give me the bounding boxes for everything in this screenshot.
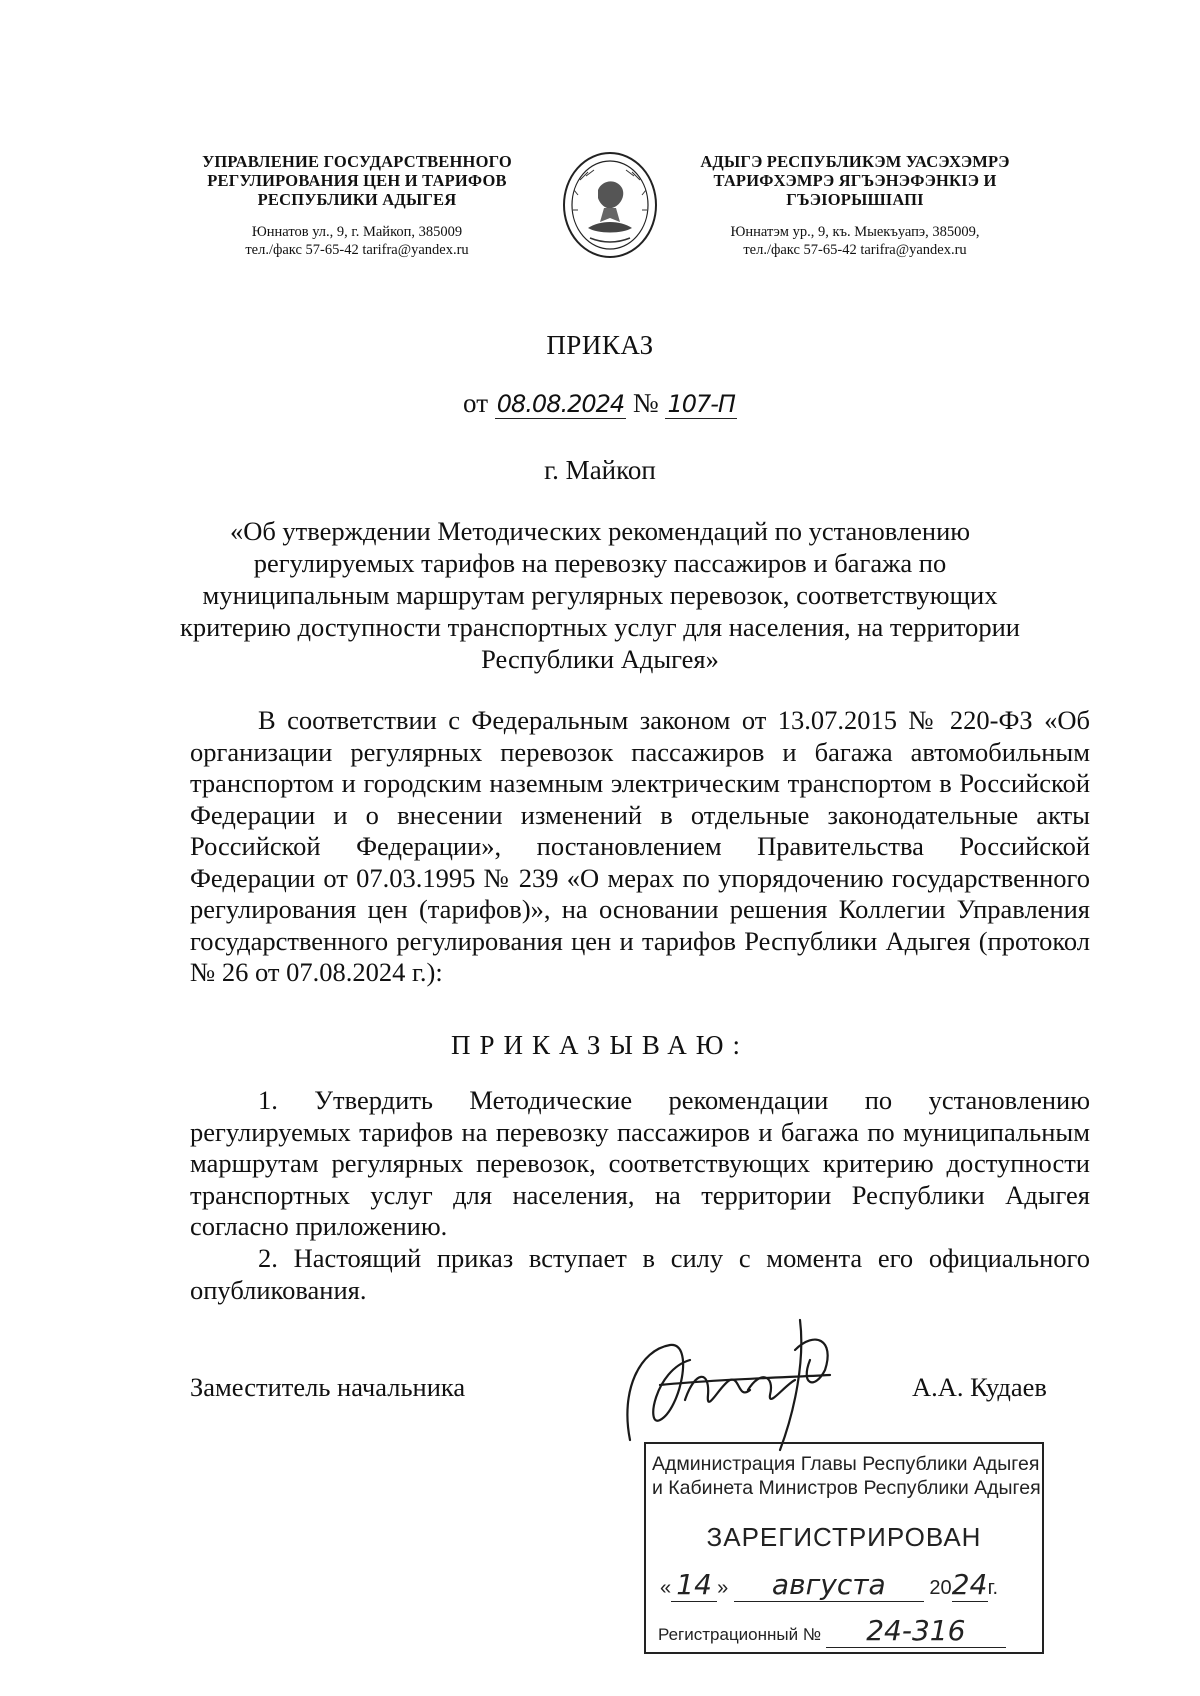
stamp-reg-number: Регистрационный № 24-316 [658, 1614, 1006, 1648]
header-right [680, 152, 1030, 259]
city: г. Майкоп [544, 455, 656, 485]
handwritten-signature-icon [600, 1290, 860, 1460]
signatory-position: Заместитель начальника [190, 1372, 466, 1402]
date-number-line: от 08.08.2024 № 107-П [463, 388, 735, 418]
stamp-year: 24 [951, 1568, 988, 1601]
order-item-2: 2. Настоящий приказ вступает в силу с момента его официального опубликования. [190, 1243, 1090, 1305]
left-org-address: Юннатов ул., 9, г. Майкоп, 385009 тел./факс 57-65-42 tarifra@yandex.ru [245, 224, 469, 258]
right-org-address: Юннатэм ур., 9, къ. Мыекъуапэ, 385009, тел./факс 57-65-42 tarifra@yandex.ru [730, 224, 980, 258]
right-org-name: АДЫГЭ РЕСПУБЛИКЭМ УАСЭХЭМРЭ ТАРИФХЭМРЭ ЯГЪЭНЭФЭНКIЭ И ГЪЭIОРЫШIАПI [700, 152, 1010, 209]
document-title: ПРИКАЗ [546, 330, 654, 360]
registration-stamp [644, 1442, 1044, 1654]
signatory-name: А.А. Кудаев [912, 1372, 1047, 1402]
stamp-line-2: и Кабинета Министров Республики Адыгея [652, 1477, 1041, 1499]
order-item-1: 1. Утвердить Методические рекомендации по установлению регулируемых тарифов на перевозку пассажиров и багажа по муниципальным маршрутам регулярных перевозок, соответствующих критерию доступности транспортных услуг для населения, на территории Республики Адыгея согласно приложению. [190, 1085, 1090, 1241]
handwritten-date: 08.08.2024 [496, 390, 625, 418]
document-subject: «Об утверждении Методических рекомендаций по установлению регулируемых тарифов на перевозку пассажиров и багажа по муниципальным маршрутам регулярных перевозок, соответствующих критерию доступности транспортных услуг для населения, на территории Республики Адыгея» [180, 516, 1020, 674]
republic-emblem-icon [560, 150, 660, 260]
stamp-month: августа [734, 1568, 924, 1602]
preamble-paragraph: В соответствии с Федеральным законом от 13.07.2015 № 220-ФЗ «Об организации регулярных перевозок пассажиров и багажа автомобильным транспортом и городским наземным электрическим транспортом в Российской Федерации и о внесении изменений в отдельные законодательные акты Российской Федерации», постановлением Правительства Российской Федерации от 07.03.1995 № 239 «О мерах по упорядочению государственного регулирования цен (тарифов)», на основании решения Коллегии Управления государственного регулирования цен и тарифов Республики Адыгея (протокол № 26 от 07.08.2024 г.): [190, 705, 1090, 987]
stamp-line-1: Администрация Главы Республики Адыгея [652, 1453, 1040, 1475]
header-left [182, 152, 532, 259]
stamp-date: « 14 » августа 2024г. [660, 1568, 999, 1601]
stamp-day: 14 [671, 1568, 717, 1602]
order-word: ПРИКАЗЫВАЮ: [451, 1030, 749, 1060]
stamp-registered: ЗАРЕГИСТРИРОВАН [706, 1522, 982, 1552]
stamp-reg-number-value: 24-316 [826, 1614, 1006, 1648]
left-org-name: УПРАВЛЕНИЕ ГОСУДАРСТВЕННОГО РЕГУЛИРОВАНИЯ ЦЕН И ТАРИФОВ РЕСПУБЛИКИ АДЫГЕЯ [202, 152, 512, 209]
handwritten-number: 107-П [667, 390, 735, 418]
